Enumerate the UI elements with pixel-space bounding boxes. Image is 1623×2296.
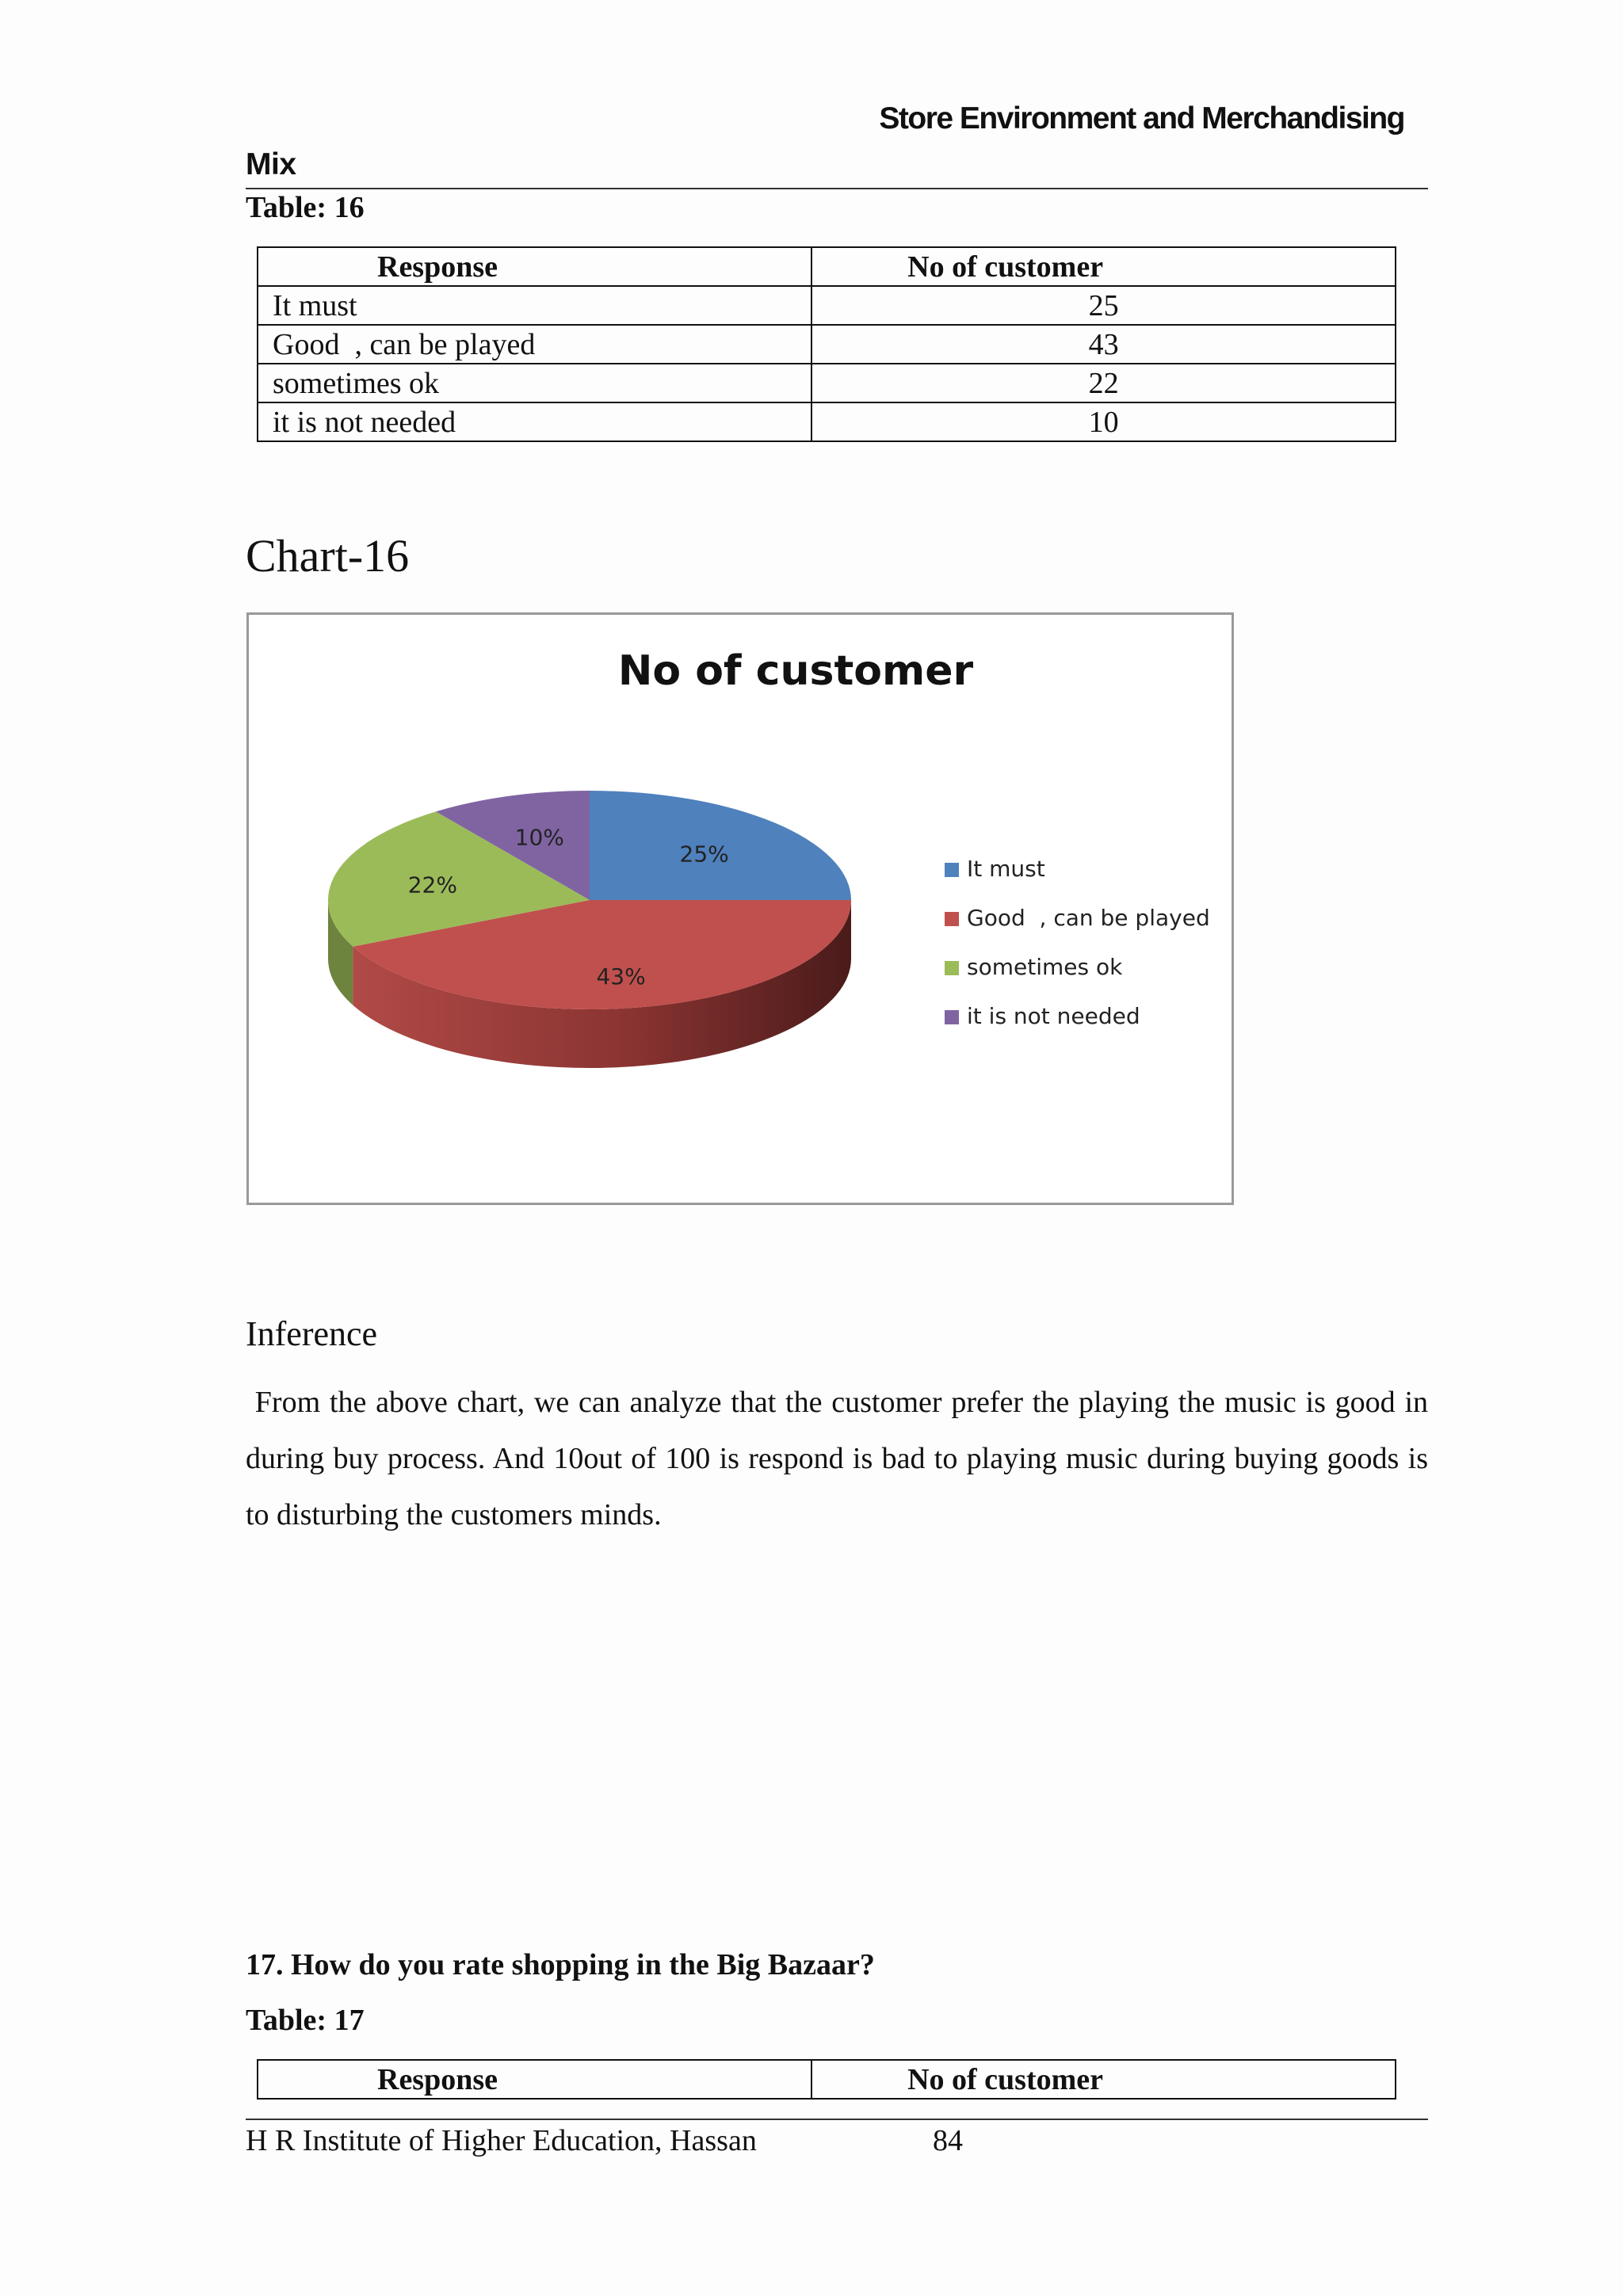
- legend-swatch: [945, 961, 959, 975]
- legend-label: It must: [967, 856, 1045, 882]
- slice-data-label: 25%: [679, 841, 729, 868]
- table-row: [258, 402, 1396, 441]
- slice-data-label: 43%: [596, 963, 646, 990]
- count-cell: 25: [812, 286, 1396, 325]
- legend-label: it is not needed: [967, 1003, 1140, 1029]
- page-number: 84: [933, 2124, 963, 2157]
- column-header-count: No of customer: [812, 247, 1396, 286]
- pie-chart: [249, 615, 1232, 1203]
- column-header-response: Response: [258, 247, 812, 286]
- chart-legend: [945, 856, 1210, 1029]
- pie-slices: [328, 791, 851, 1068]
- chart-container: [246, 612, 1234, 1205]
- header-rule: [246, 188, 1428, 189]
- table-header-row: [258, 2060, 1396, 2099]
- legend-swatch: [945, 1010, 959, 1024]
- response-cell: sometimes ok: [258, 364, 812, 402]
- table-row: [258, 364, 1396, 402]
- legend-label: Good , can be played: [967, 905, 1210, 931]
- response-cell: it is not needed: [258, 402, 812, 441]
- count-cell: 22: [812, 364, 1396, 402]
- inference-heading: Inference: [246, 1314, 378, 1353]
- table-16-label: Table: 16: [246, 191, 365, 224]
- running-header-title: Store Environment and Merchandising: [879, 101, 1404, 135]
- slice-data-label: 10%: [514, 824, 564, 851]
- count-cell: 43: [812, 325, 1396, 364]
- column-header-response: Response: [258, 2060, 812, 2099]
- footer-institute: H R Institute of Higher Education, Hassan: [246, 2124, 757, 2157]
- response-cell: It must: [258, 286, 812, 325]
- table-17-label: Table: 17: [246, 2004, 365, 2037]
- chart-title: No of customer: [617, 647, 974, 695]
- chart-heading: Chart-16: [246, 530, 410, 582]
- running-header-continuation: Mix: [246, 147, 296, 181]
- column-header-count: No of customer: [812, 2060, 1396, 2099]
- response-cell: Good , can be played: [258, 325, 812, 364]
- count-cell: 10: [812, 402, 1396, 441]
- footer-rule: [246, 2119, 1428, 2120]
- table-16: [257, 246, 1396, 442]
- question-17-heading: 17. How do you rate shopping in the Big Bazaar?: [246, 1948, 875, 1981]
- legend-swatch: [945, 863, 959, 877]
- inference-paragraph: From the above chart, we can analyze that the customer prefer the playing the music is good in during buy process. And 10out of 100 is respond is bad to playing music during buying goods is to disturbing the customers minds.: [246, 1386, 1436, 1531]
- table-row: [258, 325, 1396, 364]
- table-row: [258, 286, 1396, 325]
- legend-label: sometimes ok: [967, 954, 1123, 980]
- table-17: [257, 2059, 1396, 2100]
- slice-data-label: 22%: [407, 871, 457, 898]
- table-header-row: [258, 247, 1396, 286]
- legend-swatch: [945, 912, 959, 926]
